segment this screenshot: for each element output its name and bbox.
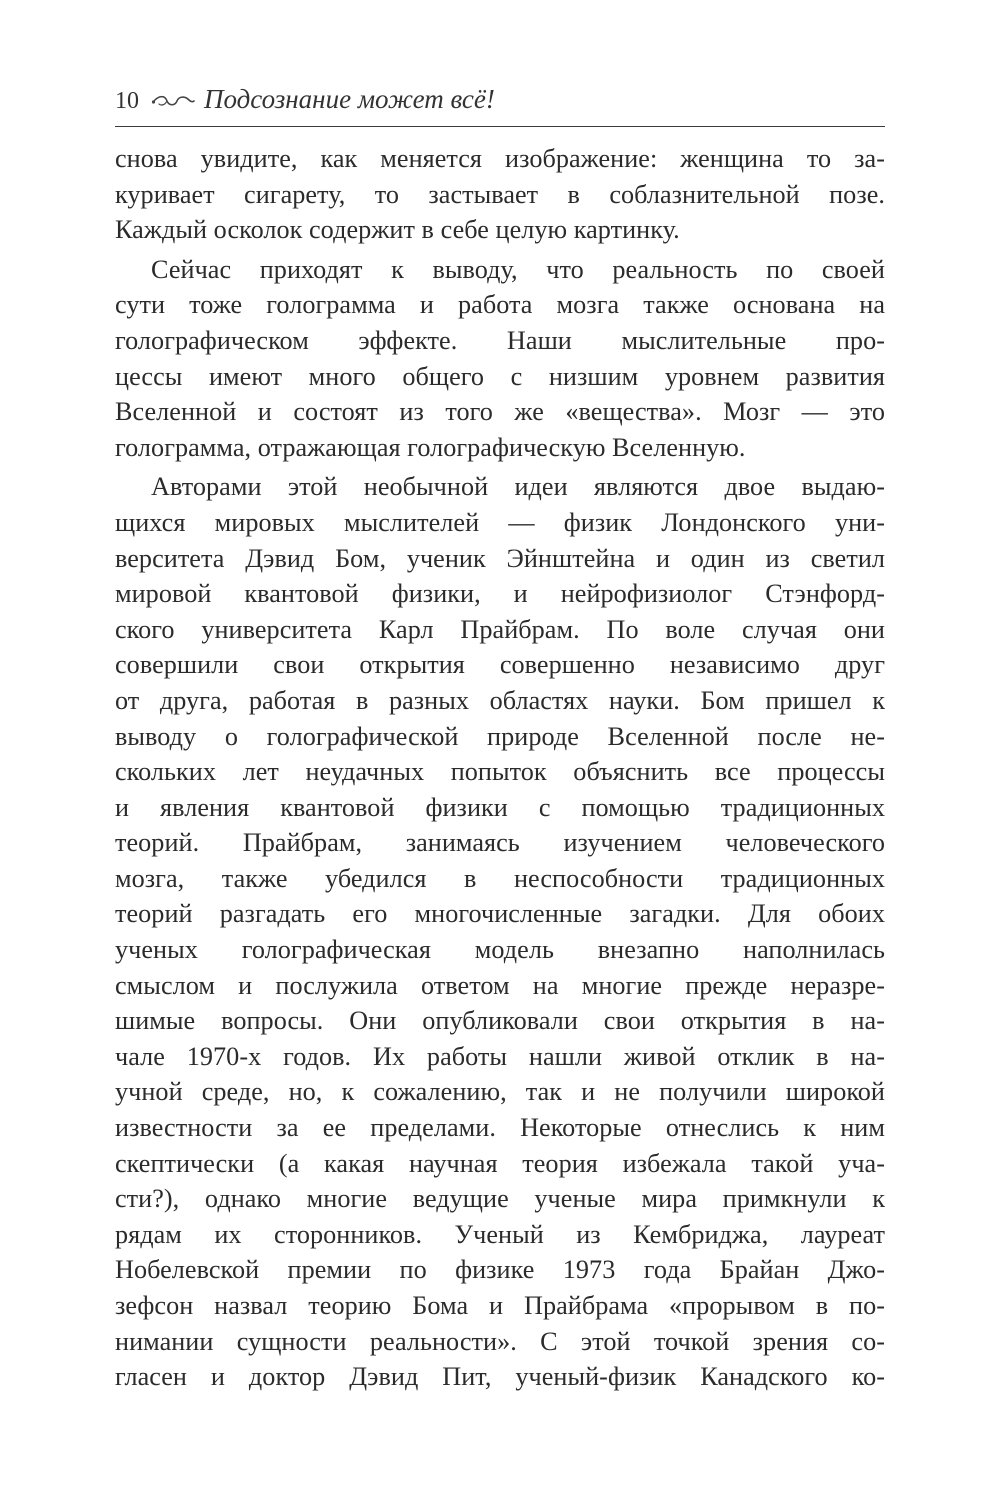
- text-line: от друга, работая в разных областях науки. Бом пришел к: [115, 685, 885, 715]
- text-line: чале 1970-х годов. Их работы нашли живой отклик в на-: [115, 1041, 885, 1071]
- text-line: сти?), однако многие ведущие ученые мира примкнули к: [115, 1184, 885, 1214]
- text-line: Каждый осколок содержит в себе целую картинку.: [115, 215, 680, 245]
- text-line: Авторами этой необычной идеи являются двое выдаю-: [151, 472, 885, 502]
- text-line: ученых голографическая модель внезапно наполнилась: [115, 935, 885, 965]
- text-line: нимании сущности реальности». С этой точкой зрения со-: [115, 1326, 885, 1356]
- text-line: мировой квантовой физики, и нейрофизиолог Стэнфорд-: [115, 579, 885, 609]
- body-text: [115, 141, 885, 1395]
- book-page: [115, 76, 885, 1395]
- text-line: голограмма, отражающая голографическую Вселенную.: [115, 432, 746, 462]
- paragraph: [115, 469, 885, 1394]
- swash-ornament-icon: [151, 93, 195, 109]
- paragraph: [115, 252, 885, 466]
- text-line: теорий разгадать его многочисленные загадки. Для обоих: [115, 899, 885, 929]
- running-title: Подсознание может всё!: [204, 84, 495, 114]
- text-line: Нобелевской премии по физике 1973 года Брайан Джо-: [115, 1255, 885, 1285]
- page-number: 10: [115, 88, 139, 114]
- text-line: совершили свои открытия совершенно независимо друг: [115, 650, 885, 680]
- text-line: куривает сигарету, то застывает в соблазнительной позе.: [115, 179, 885, 209]
- paragraph: [115, 141, 885, 248]
- text-line: учной среде, но, к сожалению, так и не получили широкой: [115, 1077, 885, 1107]
- text-line: мозга, также убедился в неспособности традиционных: [115, 863, 885, 893]
- text-line: теорий. Прайбрам, занимаясь изучением человеческого: [115, 828, 885, 858]
- text-line: цессы имеют много общего с низшим уровнем развития: [115, 361, 885, 391]
- text-line: щихся мировых мыслителей — физик Лондонского уни-: [115, 507, 885, 537]
- running-header: [115, 76, 885, 127]
- text-line: шимые вопросы. Они опубликовали свои открытия в на-: [115, 1006, 885, 1036]
- text-line: скольких лет неудачных попыток объяснить все процессы: [115, 757, 885, 787]
- text-line: выводу о голографической природе Вселенной после не-: [115, 721, 885, 751]
- text-line: смыслом и послужила ответом на многие прежде неразре-: [115, 970, 885, 1000]
- text-line: гласен и доктор Дэвид Пит, ученый-физик Канадского ко-: [115, 1362, 885, 1392]
- text-line: голографическом эффекте. Наши мыслительные про-: [115, 325, 885, 355]
- text-line: и явления квантовой физики с помощью традиционных: [115, 792, 885, 822]
- text-line: ского университета Карл Прайбрам. По воле случая они: [115, 614, 885, 644]
- text-line: известности за ее пределами. Некоторые отнеслись к ним: [115, 1113, 885, 1143]
- text-line: верситета Дэвид Бом, ученик Эйнштейна и один из светил: [115, 543, 885, 573]
- text-line: рядам их сторонников. Ученый из Кембриджа, лауреат: [115, 1219, 885, 1249]
- text-line: скептически (а какая научная теория избежала такой уча-: [115, 1148, 885, 1178]
- text-line: Вселенной и состоят из того же «вещества». Мозг — это: [115, 397, 885, 427]
- text-line: зефсон назвал теорию Бома и Прайбрама «прорывом в по-: [115, 1291, 885, 1320]
- text-line: сути тоже голограмма и работа мозга также основана на: [115, 290, 885, 320]
- text-line: Сейчас приходят к выводу, что реальность по своей: [151, 254, 885, 284]
- text-line: снова увидите, как меняется изображение: женщина то за-: [115, 144, 885, 173]
